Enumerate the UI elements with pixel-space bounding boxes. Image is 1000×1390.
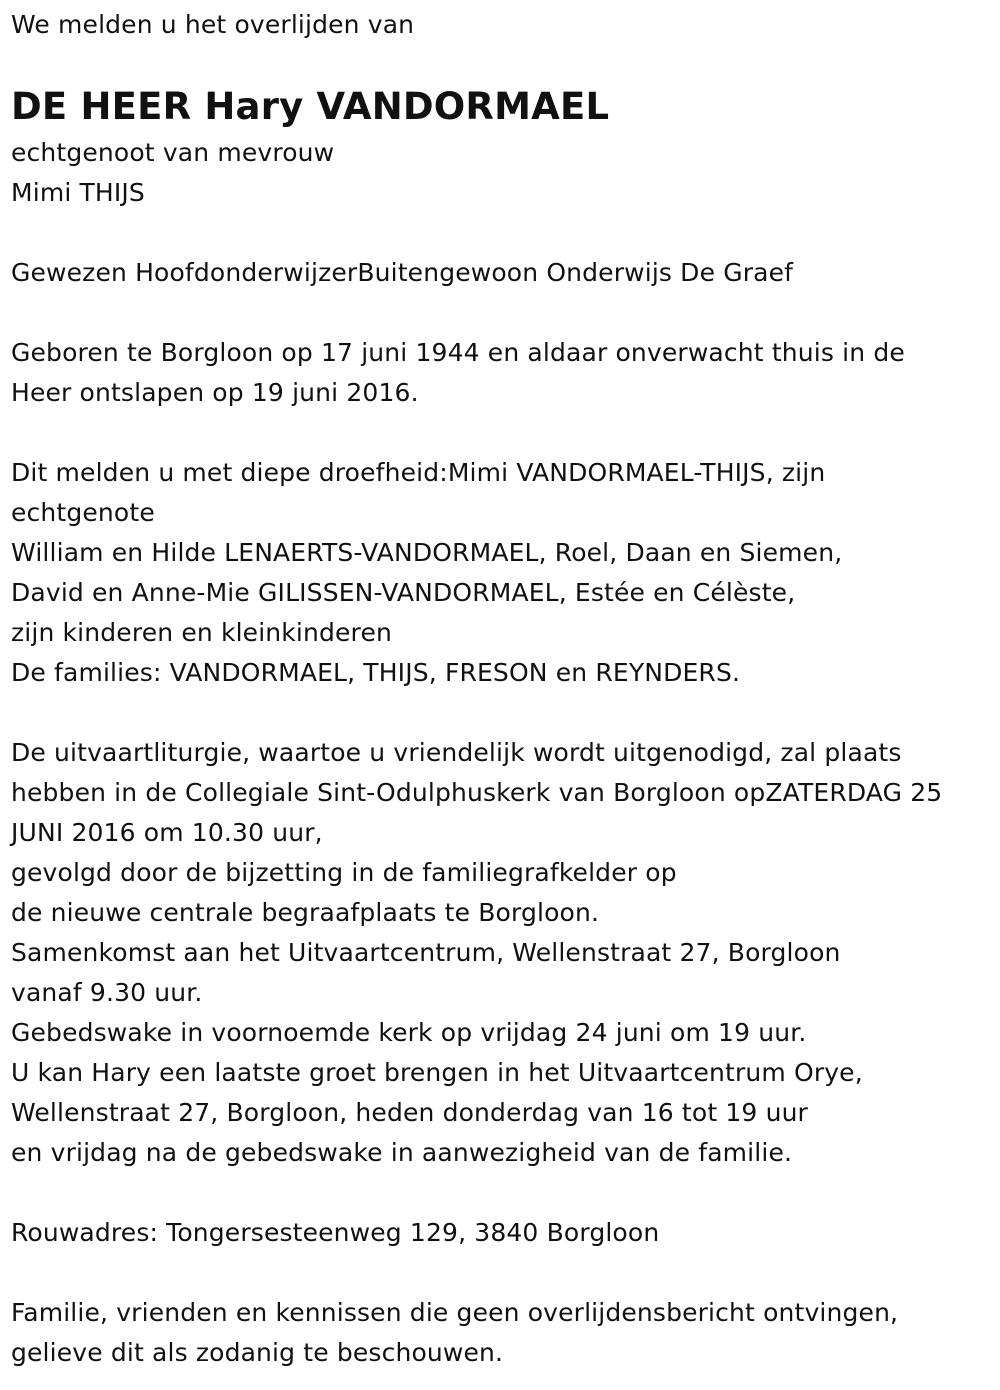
funeral-line-5: de nieuwe centrale begraafplaats te Borgloon. [11,898,600,927]
funeral-line-11: en vrijdag na de gebedswake in aanwezigheid van de familie. [11,1138,793,1167]
family-section [11,453,942,693]
family-line-4: David en Anne-Mie GILISSEN-VANDORMAEL, Estée en Célèste, [11,578,796,607]
funeral-line-9: U kan Hary een laatste groet brengen in het Uitvaartcentrum Orye, [11,1058,863,1087]
family-line-3: William en Hilde LENAERTS-VANDORMAEL, Roel, Daan en Siemen, [11,538,843,567]
spacer [11,1253,942,1293]
spacer [11,213,942,253]
funeral-line-8: Gebedswake in voornoemde kerk op vrijdag 24 juni om 19 uur. [11,1018,807,1047]
occupation-line: Gewezen HoofdonderwijzerBuitengewoon Onderwijs De Graef [11,258,794,287]
closing-line-2: gelieve dit als zodanig te beschouwen. [11,1338,504,1367]
funeral-line-3: JUNI 2016 om 10.30 uur, [11,818,323,847]
family-line-6: De families: VANDORMAEL, THIJS, FRESON en REYNDERS. [11,658,741,687]
closing-section [11,1293,942,1373]
deceased-name-title: DE HEER Hary VANDORMAEL [11,85,610,128]
funeral-line-7: vanaf 9.30 uur. [11,978,203,1007]
spouse-section [11,133,942,213]
family-line-1: Dit melden u met diepe droefheid:Mimi VANDORMAEL-THIJS, zijn [11,458,826,487]
funeral-line-10: Wellenstraat 27, Borgloon, heden donderdag van 16 tot 19 uur [11,1098,808,1127]
notice-body [11,133,942,1373]
birth-line-2: Heer ontslapen op 19 juni 2016. [11,378,419,407]
intro-text: We melden u het overlijden van [11,10,415,39]
funeral-line-1: De uitvaartliturgie, waartoe u vriendelijk wordt uitgenodigd, zal plaats [11,738,902,767]
family-line-5: zijn kinderen en kleinkinderen [11,618,392,647]
family-line-2: echtgenote [11,498,155,527]
birth-section [11,333,942,413]
spacer [11,293,942,333]
spouse-line-2: Mimi THIJS [11,178,145,207]
funeral-line-6: Samenkomst aan het Uitvaartcentrum, Wellenstraat 27, Borgloon [11,938,841,967]
closing-line-1: Familie, vrienden en kennissen die geen overlijdensbericht ontvingen, [11,1298,899,1327]
mourning-address: Rouwadres: Tongersesteenweg 129, 3840 Borgloon [11,1218,660,1247]
spacer [11,413,942,453]
funeral-line-2: hebben in de Collegiale Sint-Odulphuskerk van Borgloon opZATERDAG 25 [11,778,943,807]
spacer [11,1173,942,1213]
spouse-line-1: echtgenoot van mevrouw [11,138,335,167]
funeral-line-4: gevolgd door de bijzetting in de familiegrafkelder op [11,858,677,887]
spacer [11,693,942,733]
funeral-section [11,733,942,1173]
birth-line-1: Geboren te Borgloon op 17 juni 1944 en aldaar onverwacht thuis in de [11,338,905,367]
